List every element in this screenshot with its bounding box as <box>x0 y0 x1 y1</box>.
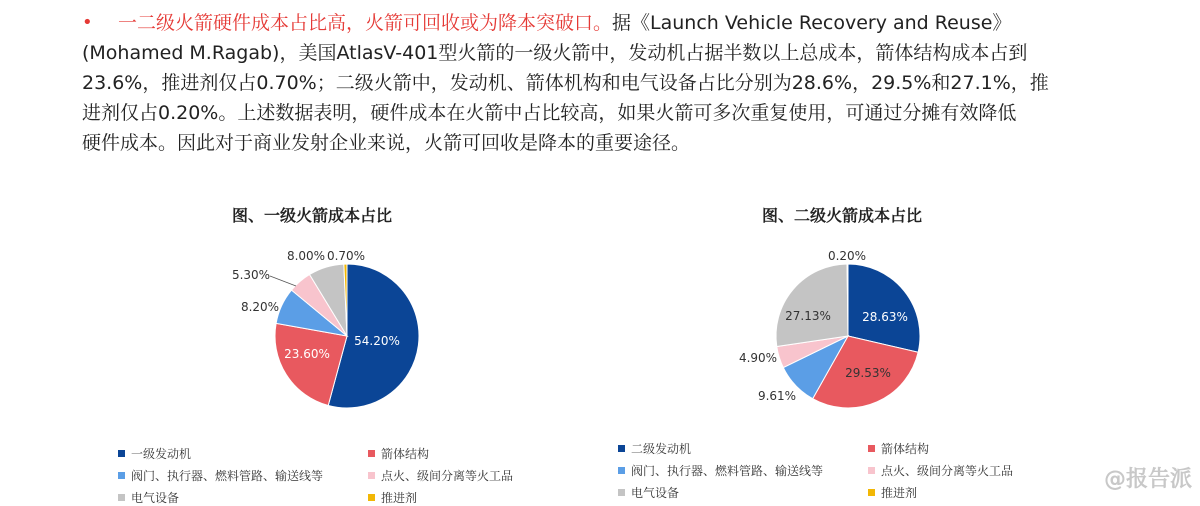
chart-1-legend-swatch-2 <box>368 450 375 457</box>
highlight-heading: 一二级火箭硬件成本占比高，火箭可回收或为降本突破口。 <box>118 12 613 34</box>
chart-2-legend-label-3: 阀门、执行器、燃料管路、输送线等 <box>631 464 824 478</box>
pie-2-data-label-3: 9.61% <box>757 389 797 403</box>
chart-1-legend-item-1 <box>118 445 191 462</box>
pie-2-data-label-5: 27.13% <box>785 309 831 323</box>
chart-2-legend-label-5: 电气设备 <box>631 486 680 500</box>
chart-1-legend-label-5: 电气设备 <box>131 491 180 505</box>
chart-1-legend-label-4: 点火、级间分离等火工品 <box>381 469 514 483</box>
chart-2-legend-item-6 <box>868 484 917 501</box>
pie-2-slice-5 <box>776 264 848 346</box>
chart-2-legend-item-1 <box>618 440 691 457</box>
chart-1-legend-label-1: 一级发动机 <box>131 447 192 461</box>
chart-2-legend-swatch-3 <box>618 467 625 474</box>
chart-1-legend-item-3 <box>118 467 323 484</box>
watermark: @报告派 <box>1103 467 1192 492</box>
chart-2-legend-item-5 <box>618 484 679 501</box>
chart-1-title: 图、一级火箭成本占比 <box>232 206 393 225</box>
chart-2-legend-label-2: 箭体结构 <box>881 442 930 456</box>
pie-1-data-label-6: 0.70% <box>326 249 366 263</box>
chart-2-legend-label-6: 推进剂 <box>881 486 918 500</box>
chart-1-legend-swatch-4 <box>368 472 375 479</box>
chart-2-legend-label-4: 点火、级间分离等火工品 <box>881 464 1014 478</box>
pie-1-data-label-3: 8.20% <box>240 300 280 314</box>
chart-1-legend-label-6: 推进剂 <box>381 491 418 505</box>
paragraph-line-1-rest: 据《Launch Vehicle Recovery and Reuse》 <box>612 12 1012 34</box>
chart-1-legend-item-6 <box>368 489 417 506</box>
pie-2-data-label-1: 28.63% <box>862 310 908 324</box>
chart-2-legend-swatch-2 <box>868 445 875 452</box>
chart-1-legend-swatch-1 <box>118 450 125 457</box>
pie-1-data-label-4: 5.30% <box>231 268 271 282</box>
chart-1-legend-swatch-6 <box>368 494 375 501</box>
chart-2-legend-swatch-4 <box>868 467 875 474</box>
paragraph-line-5: 硬件成本。因此对于商业发射企业来说，火箭可回收是降本的重要途径。 <box>82 132 691 154</box>
pie-2-data-label-4: 4.90% <box>738 351 778 365</box>
chart-1-legend-label-3: 阀门、执行器、燃料管路、输送线等 <box>131 469 324 483</box>
pie-2-data-label-2: 29.53% <box>845 366 891 380</box>
paragraph-line-4: 进剂仅占0.20%。上述数据表明，硬件成本在火箭中占比较高，如果火箭可多次重复使用，可通过分摊有效降低 <box>82 102 1017 124</box>
chart-1-legend-swatch-3 <box>118 472 125 479</box>
chart-2-legend-item-3 <box>618 462 823 479</box>
pie-1-data-label-2: 23.60% <box>284 347 330 361</box>
chart-1-legend-item-5 <box>118 489 179 506</box>
chart-1-legend-item-4 <box>368 467 513 484</box>
chart-2-legend-item-2 <box>868 440 929 457</box>
chart-2-legend-swatch-1 <box>618 445 625 452</box>
chart-1-legend-label-2: 箭体结构 <box>381 447 430 461</box>
chart-1-legend-swatch-5 <box>118 494 125 501</box>
pie-2-data-label-6: 0.20% <box>827 249 867 263</box>
chart-2-title: 图、二级火箭成本占比 <box>762 206 923 225</box>
chart-2-legend-label-1: 二级发动机 <box>631 442 692 456</box>
chart-2-legend-item-4 <box>868 462 1013 479</box>
pie-1-data-label-5: 8.00% <box>286 249 326 263</box>
bullet-marker: • <box>82 12 93 33</box>
pie-1-data-label-1: 54.20% <box>354 334 400 348</box>
paragraph-line-2: (Mohamed M.Ragab)，美国AtlasV-401型火箭的一级火箭中，发动机占据半数以上总成本，箭体结构成本占到 <box>82 42 1028 64</box>
paragraph-line-3: 23.6%，推进剂仅占0.70%；二级火箭中，发动机、箭体机构和电气设备占比分别为28.6%，29.5%和27.1%，推 <box>82 72 1049 94</box>
chart-1-legend-item-2 <box>368 445 429 462</box>
